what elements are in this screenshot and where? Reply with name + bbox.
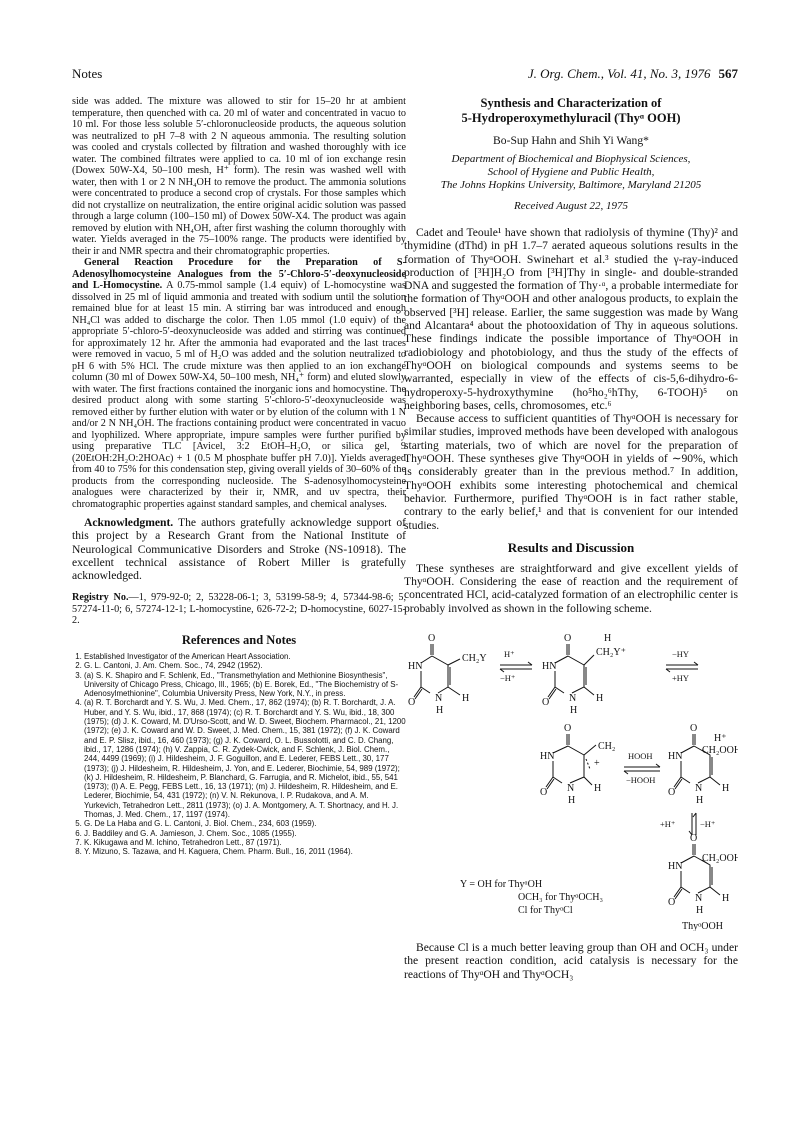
right-column — [404, 96, 738, 981]
arrow2-label-top: −HY — [672, 649, 690, 660]
ring4-n: N — [695, 783, 703, 795]
registry-numbers — [72, 592, 406, 627]
y-legend-line2: OCH₃ for ThyᵅOCH₃ — [518, 892, 603, 904]
ring2-o2: O — [542, 697, 550, 709]
ring2-h: H — [604, 633, 612, 645]
results-paragraph: These syntheses are straightforward and give excellent yields of ThyᵅOOH. Considering the ease of reaction and the requirement of concentrated HCl, acid-catalyzed formation of an electrophilic center is probably involved as shown in the following scheme. — [404, 561, 738, 615]
journal-citation: J. Org. Chem., Vol. 41, No. 3, 1976 — [527, 66, 711, 81]
arrow1-label-bottom: −H⁺ — [500, 673, 516, 684]
uracil-ring-1 — [408, 633, 487, 716]
ring5-co-bond — [693, 844, 695, 855]
ring4-nh: H — [696, 795, 704, 807]
ring3-nh: H — [568, 795, 576, 807]
article-title — [404, 96, 738, 126]
arrow3-forward — [624, 764, 660, 767]
ring1-o2: O — [408, 697, 416, 709]
arrow4-down — [689, 813, 692, 835]
reference-item: 3. (a) S. K. Shapiro and F. Schlenk, Ed., "Transmethylation and Methionine Biosynthesis", University of Chicago Press, Chicago, Ill., 1965; (b) E. Borek, Ed., "The Biochemistry of S-Adenosylmethionine", Columbia University Press, New York, N.Y., in press. — [84, 671, 406, 699]
affiliation-line: The Johns Hopkins University, Baltimore, Maryland 21205 — [440, 179, 702, 191]
reaction-scheme-svg — [404, 629, 738, 931]
arrow1-label-top: H⁺ — [504, 649, 515, 660]
arrow4-up — [693, 813, 696, 835]
arrow4-label-left: +H⁺ — [660, 819, 676, 830]
arrow3-label-top: HOOH — [628, 751, 653, 762]
registry-title: Registry No. — [72, 592, 129, 604]
y-legend-line3: Cl for ThyᵅCl — [518, 905, 573, 917]
arrow1-forward — [500, 662, 532, 665]
ring3-skeleton — [553, 746, 592, 785]
ring5-carbonyl-o: O — [690, 833, 698, 845]
ring5-ch2ooh: CH₂OOH — [702, 853, 738, 865]
left-column — [72, 96, 406, 857]
arrow2-reverse — [666, 669, 698, 672]
ring1-substituent-bond — [448, 659, 460, 665]
ring2-hn: HN — [542, 661, 557, 673]
ring1-ch2y: CH₂Y — [462, 653, 487, 665]
ring3-h6: H — [594, 783, 602, 795]
ring3-plus: + — [594, 758, 600, 770]
running-head-right — [528, 66, 738, 82]
arrow2-forward — [666, 662, 698, 665]
ring3-o2: O — [540, 787, 548, 799]
running-head-left: Notes — [72, 66, 103, 81]
ring5-n: N — [695, 893, 703, 905]
ring5-nh: H — [696, 905, 704, 917]
ring2-carbonyl-o: O — [564, 633, 572, 645]
references-heading: References and Notes — [181, 632, 297, 647]
ring4-h-plus: H⁺ — [714, 733, 727, 745]
arrow1-reverse — [500, 669, 532, 672]
page-number: 567 — [718, 66, 738, 81]
ring3-delocalized — [586, 759, 590, 769]
ring2-n: N — [569, 693, 577, 705]
acknowledgment-title: Acknowledgment. — [84, 516, 174, 529]
arrow2-label-bottom: +HY — [672, 673, 690, 684]
ring3-hn: HN — [540, 751, 555, 763]
arrow3-label-bottom: −HOOH — [626, 775, 656, 786]
reference-item: 2. G. L. Cantoni, J. Am. Chem. Soc., 74, 2942 (1952). — [84, 661, 406, 670]
ring2-h6: H — [596, 693, 604, 705]
general-procedure-body: A 0.75-mmol sample (1.4 equiv) of L-homocystine was dissolved in 25 ml of liquid ammonia and treated with sodium until the solution remained blue for at least 15 min. A stirring bar was introduced and enough NH₄Cl was added to discharge the color. Then 1.05 mmol (1.0 equiv) of the appropriate 5′-chloro-5′-deoxynucleoside was added and stirring was continued for approximately 12 hr. After the ammonia had evaporated and the last traces were removed in vacuo, 5 ml of H₂O was added and the solution neutralized to pH 6 with 5% HCl. The crude mixture was then applied to an ion exchange column (30 ml of Dowex 50W-X4, 50–100 mesh, NH₄⁺ form) and eluted slowly with water. The first fractions contained the inorganic ions and homocystine. The desired product along with some starting 5′-chloro-5′-deoxynucleoside was removed either by further elution with water or by elution of the column with 1 N and/or 2 N NH₄OH. The fractions containing product were concentrated in vacuo and lyophilized. Where appropriate, impure samples were further purified by using preparative TLC [Avicel, 3:2 EtOH–H₂O, or silica gel, 9 (20EtOH:2H₂O:2HOAc) + 1 (0.5 M phosphate buffer pH 7.0)]. Yields averaged from 40 to 75% for this condensation step, giving overall yields of 30–60% of the products from the corresponding nucleoside. The S-adenosylhomocysteine analogues were characterized by their ir, NMR, and uv spectra, their chromatographic properties against standard samples, and chemical analyses. — [72, 280, 406, 510]
general-procedure-title: General Reaction Procedure for the Preparation of S-Adenosylhomocysteine Analogues from the 5′-Chloro-5′-deoxynucleoside and L-Homocystine. — [72, 257, 406, 291]
ring4-carbonyl-o: O — [690, 723, 698, 735]
product-label: ThyᵅOOH — [682, 921, 723, 932]
ring4-h6: H — [722, 783, 730, 795]
reference-item: 5. G. De La Haba and G. L. Cantoni, J. Biol. Chem., 234, 603 (1959). — [84, 819, 406, 828]
ring1-hn: HN — [408, 661, 423, 673]
ring4-hn: HN — [668, 751, 683, 763]
general-procedure-paragraph — [72, 257, 406, 510]
uracil-ring-3 — [540, 723, 615, 806]
references-list — [72, 652, 406, 857]
reference-item: 4. (a) R. T. Borchardt and Y. S. Wu, J. Med. Chem., 17, 862 (1974); (b) R. T. Borchardt, J. A. Huber, and Y. S. Wu, ibid., 17, 868 (1974); (c) R. T. Borchardt and Y. S. Wu, ibid., 18, 300 (1975); (d) J. K. Coward, M. D'Urso-Scott, and W. D. Sweet, Biochem. Pharmacol., 21, 1200 (1972); (e) J. K. Coward and W. D. Sweet, J. Med. Chem., 15, 381 (1972); (f) J. K. Coward and E. P. Slisz, ibid., 16, 460 (1973); (g) J. K. Coward, O. L. Bussolotti, and C. D. Chang, ibid., 17, 1286 (1974); (h) V. Zappia, C. R. Zydek-Cwick, and F. Schlenk, J. Biol. Chem., 244, 4499 (1969); (i) J. Hildesheim, J. F. Goguillon, and E. Lederer, FEBS Lett., 30, 177 (1973); (j) J. Hildesheim, R. Hildesheim, J. Yon, and E. Lederer, Biochimie, 54, 989 (1972); (k) J. Hildesheim, R. Hildesheim, P. Blanchard, G. Farrugia, and R. Michelot, ibid., 55, 541 (1973); (l) A. E. Pegg, FEBS Lett., 16, 13 (1971); (m) J. Hildesheim, R. Hildesheim, and E. Lederer, Biochimie, 54, 431 (1972); (n) V. N. Rekunova, I. P. Rudakova, and A. M. Yurkevich, Tetrahedron Lett., 2811 (1973); (o) J. A. Montgomery, A. T. Shortnacy, and H. J. Thomas, J. Med. Chem., 17, 1197 (1974). — [84, 698, 406, 819]
ring3-carbonyl-o: O — [564, 723, 572, 735]
ring4-ch2ooh: CH₂OOH — [702, 745, 738, 757]
arrow3-reverse — [624, 771, 660, 774]
article-authors: Bo-Sup Hahn and Shih Yi Wang* — [493, 134, 649, 147]
acknowledgment-paragraph — [72, 516, 406, 582]
second-paragraph: Because access to sufficient quantities of ThyᵅOOH is necessary for similar studies, improved methods have been developed with analogous starting materials, two of which are novel for the preparation of ThyᵅOOH. These syntheses give ThyᵅOOH in yields of ∼90%, which is considerably greater than in the previous method.⁷ In addition, ThyᵅOOH exhibits some interesting photochemical and chemical behavior. Furthermore, purified ThyᵅOOH is in fact rather stable, contrary to the early belief,¹ and that is convenient for our intended studies. — [404, 412, 738, 532]
procedure-paragraph-continued: side was added. The mixture was allowed to stir for 15–20 hr at ambient temperature, then quenched with ca. 20 ml of water and concentrated in vacuo to 10 ml. For those less soluble 5′-chloronucleoside products, the aqueous solution was neutralized to pH 7–8 with 2 N aqueous ammonia. The resulting solution was cooled and crystals collected by filtration and washed thoroughly with ice water. The combined filtrates were applied to ca. 10 ml of ion exchange resin (Dowex 50W-X4, 50–100 mesh, H⁺ form). The resin was washed well with water, then with 1 or 2 N NH₄OH to remove the product. The ammonia solutions were concentrated to produce a second crop of crystals. For those samples which did not crystallize on neutralization, the entire original acidic solution was passed through a large column (100–150 ml) of Dowex 50W-X4. The product was again removed by elution with NH₄OH, after first washing the column thoroughly with water. Yields averaged in the 75–100% range. The products were identified by their ir and NMR spectra and their chromatographic properties. — [72, 96, 406, 257]
registry-body: —1, 979-92-0; 2, 53228-06-1; 3, 53199-58-9; 4, 57344-98-6; 5, 57274-11-0; 6, 57274-12-1; L-homocystine, 626-72-2; D-homocystine, 6027-15-2. — [72, 592, 406, 627]
received-date: Received August 22, 1975 — [513, 200, 629, 212]
uracil-ring-4 — [668, 723, 738, 806]
reference-item: 7. K. Kikugawa and M. Ichino, Tetrahedron Lett., 87 (1971). — [84, 838, 406, 847]
ring3-co-bond — [567, 734, 569, 745]
reference-item: 6. J. Baddiley and G. A. Jamieson, J. Chem. Soc., 1085 (1955). — [84, 829, 406, 838]
ring2-nh: H — [570, 705, 578, 717]
ring1-h6: H — [462, 693, 470, 705]
ring1-nh: H — [436, 705, 444, 717]
ring2-ch2y-plus: CH₂Y⁺ — [596, 647, 626, 659]
ring3-n: N — [567, 783, 575, 795]
ring5-h6: H — [722, 893, 730, 905]
ring2-co-bond — [567, 644, 569, 655]
author-affiliation — [404, 153, 738, 192]
ring1-n: N — [435, 693, 443, 705]
affiliation-line: Department of Biochemical and Biophysical Sciences, — [451, 153, 691, 165]
reference-item: 1. Established Investigator of the American Heart Association. — [84, 652, 406, 661]
ring2-skeleton — [555, 655, 594, 695]
arrow4-label-right: −H⁺ — [700, 819, 716, 830]
ring5-o2: O — [668, 897, 676, 909]
acknowledgment-body: The authors gratefully acknowledge support of this project by a Research Grant from the National Institute of Neurological Communicative Disorders and Stroke (NS-10918). The excellent technical assistance of Robert Miller is gratefully acknowledged. — [72, 516, 406, 583]
uracil-ring-5 — [668, 833, 738, 916]
y-legend-line1: Y = OH for ThyᵅOH — [460, 879, 543, 891]
article-title-line1: Synthesis and Characterization of — [480, 96, 662, 110]
ring1-carbonyl-o: O — [428, 633, 436, 645]
reaction-scheme — [404, 629, 738, 931]
results-heading: Results and Discussion — [507, 539, 635, 555]
intro-paragraph: Cadet and Teoule¹ have shown that radiolysis of thymine (Thy)² and thymidine (dThd) in pH 1.7–7 aerated aqueous solutions results in the formation of ThyᵅOOH. Swinehart et al.³ studied the γ-ray-induced production of [³H]H₂O from [³H]Thy in single- and double-stranded DNA and suggested the formation of Thy·ᵅ, a probable intermediate for the formation of ThyᵅOOH and other analogous products, to explain the observed [³H] release. Earlier, the same suggestion was made by Wang and Alcantara⁴ about the photooxidation of Thy in aqueous solutions. These findings indicate the possible importance of ThyᵅOOH in radiobiology and photobiology, and thus the study of the effects of ThyᵅOOH on biological compounds and systems seems to be warranted, especially in view of the effects of cis-5,6-dihydro-6-hydroperoxy-5-hydroxythymine (ho⁵ho₂⁶hThy, 6-TOOH)⁵ on neighboring bases, cells, chromosomes, etc.⁶ — [404, 226, 738, 412]
ring3-ch2: CH₂ — [598, 741, 616, 753]
affiliation-line: School of Hygiene and Public Health, — [487, 166, 655, 178]
ring4-o2: O — [668, 787, 676, 799]
reference-item: 8. Y. Mizuno, S. Tazawa, and H. Kaguera, Chem. Pharm. Bull., 16, 2011 (1964). — [84, 847, 406, 856]
ring5-hn: HN — [668, 861, 683, 873]
closing-paragraph: Because Cl is a much better leaving group than OH and OCH₃ under the present reaction condition, acid catalysis is necessary for the reactions of ThyᵅOH and ThyᵅOCH₃ — [404, 941, 738, 981]
ring4-co-bond — [693, 734, 695, 745]
article-title-line2: 5-Hydroperoxymethyluracil (Thyᵅ OOH) — [461, 111, 681, 125]
ring3-exo-bond — [584, 745, 596, 755]
